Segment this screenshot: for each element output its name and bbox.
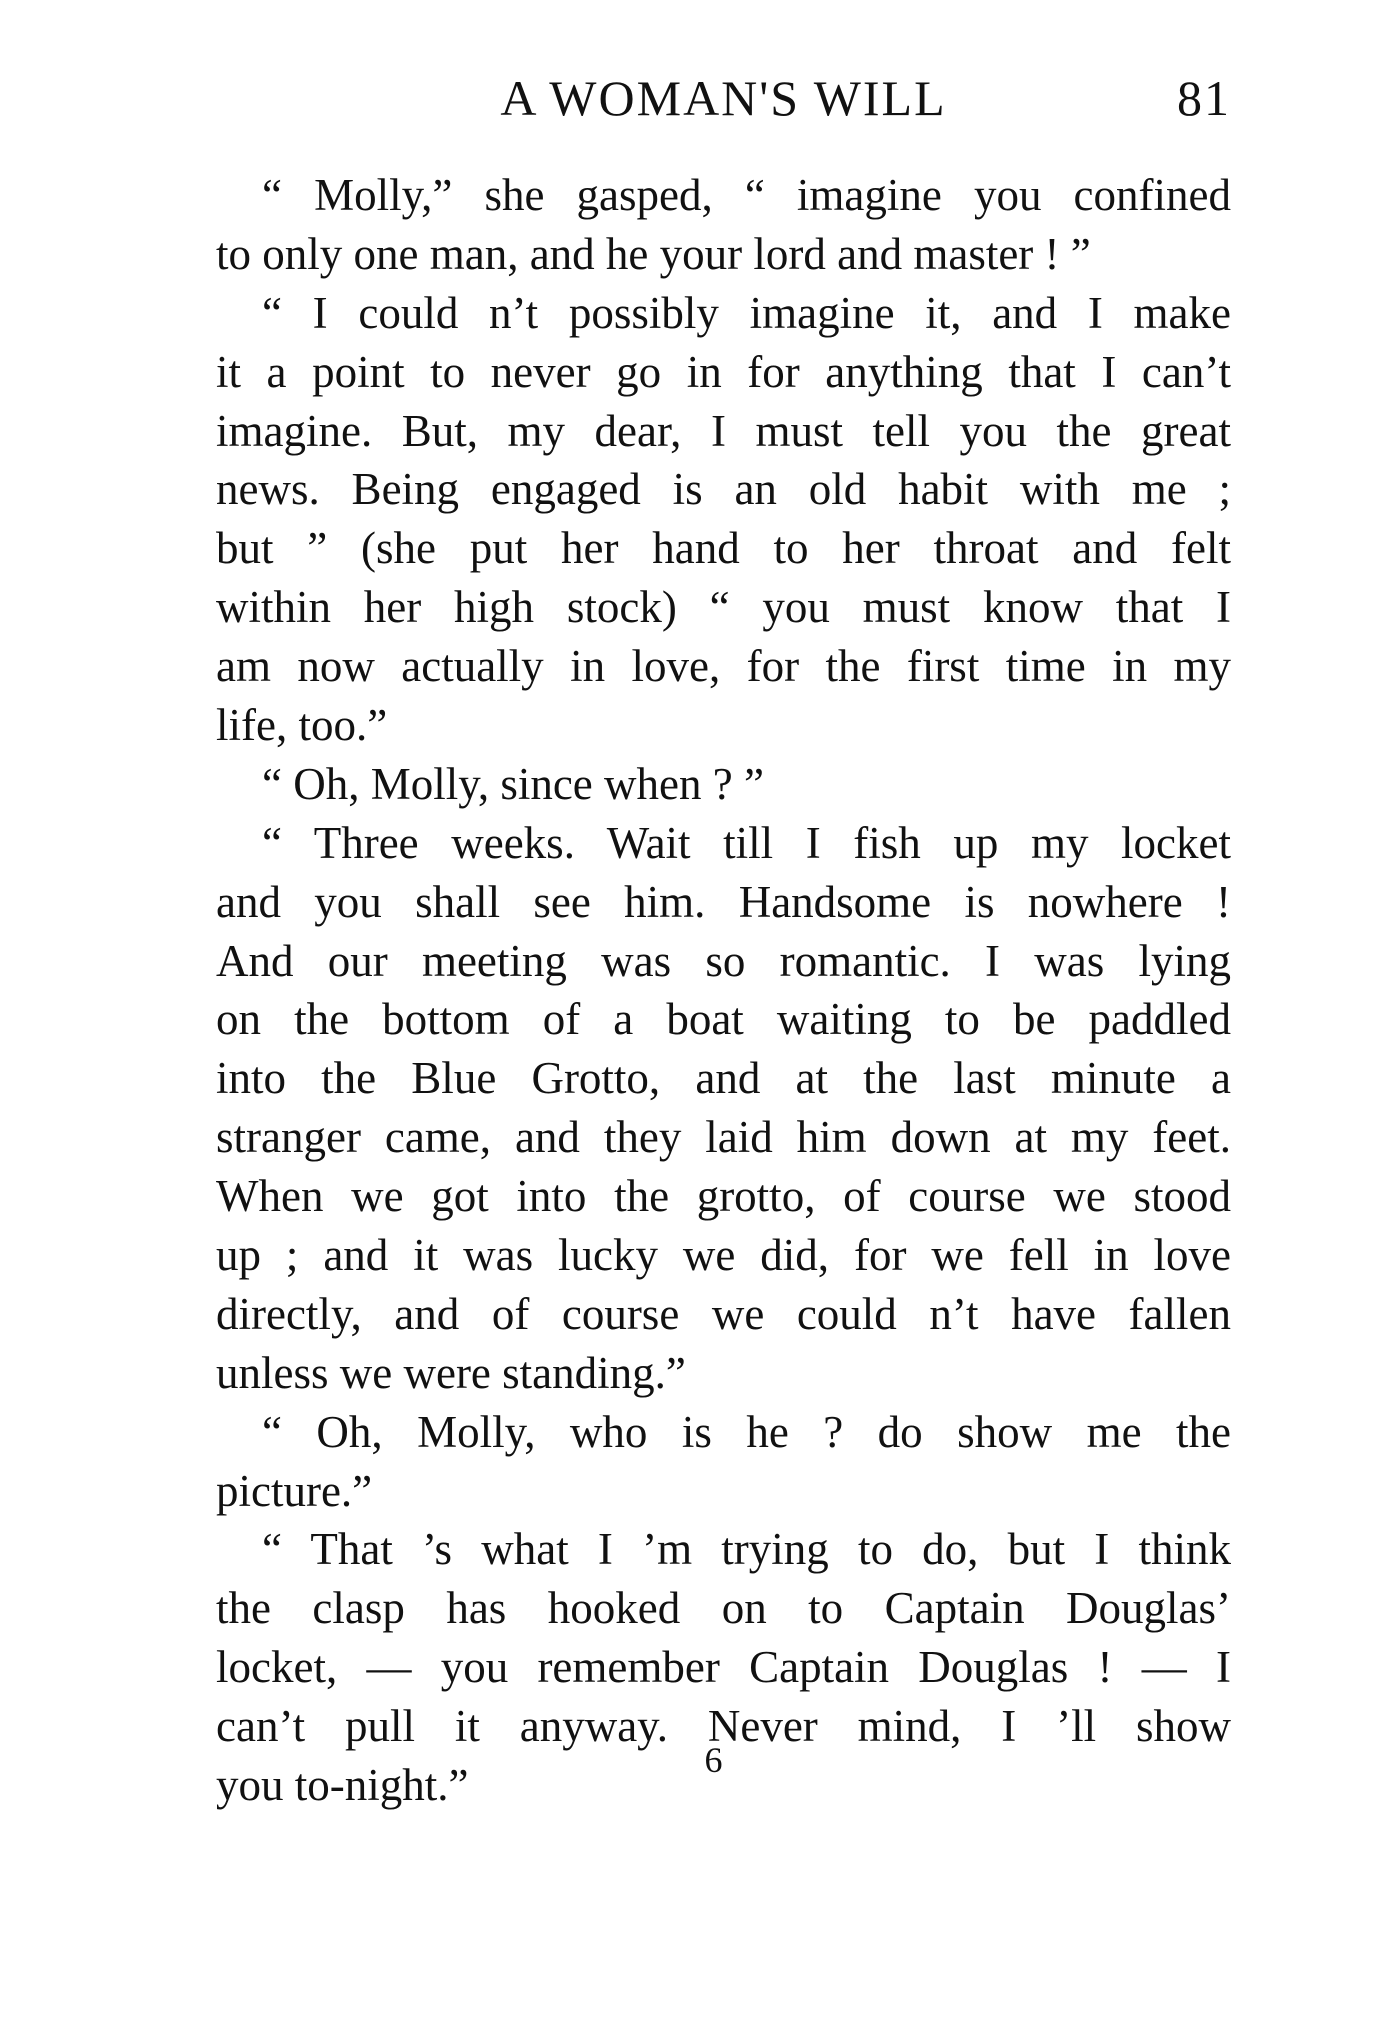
text-line: picture.” <box>216 1465 373 1516</box>
text-line: And our meeting was so romantic. I was lying <box>216 935 1231 986</box>
text-line: unless we were standing.” <box>216 1347 686 1398</box>
text-line: up ; and it was lucky we did, for we fell in love <box>216 1230 1231 1281</box>
page-number: 81 <box>1177 70 1231 126</box>
text-line: “ Oh, Molly, since when ? ” <box>262 758 764 809</box>
text-line: “ Oh, Molly, who is he ? do show me the <box>262 1406 1231 1457</box>
text-line: “ I could n’t possibly imagine it, and I make <box>262 287 1231 338</box>
running-head: A WOMAN'S WILL <box>500 70 947 126</box>
text-line: the clasp has hooked on to Captain Douglas’ <box>216 1583 1231 1634</box>
text-line: and you shall see him. Handsome is nowhere ! <box>216 876 1231 927</box>
text-line: into the Blue Grotto, and at the last minute a <box>216 1053 1231 1104</box>
signature-mark: 6 <box>704 1740 723 1780</box>
text-line: imagine. But, my dear, I must tell you the great <box>216 405 1231 456</box>
text-line: it a point to never go in for anything that I can’t <box>216 346 1231 397</box>
text-line: news. Being engaged is an old habit with me ; <box>216 464 1231 515</box>
text-line: stranger came, and they laid him down at my feet. <box>216 1112 1231 1163</box>
text-line: “ Three weeks. Wait till I fish up my locket <box>262 817 1231 868</box>
text-line: locket, — you remember Captain Douglas ! — I <box>216 1642 1231 1693</box>
page-header <box>216 68 1231 128</box>
text-line: within her high stock) “ you must know that I <box>216 582 1231 633</box>
text-line: “ That ’s what I ’m trying to do, but I think <box>262 1524 1231 1575</box>
text-line: life, too.” <box>216 700 388 751</box>
text-line: on the bottom of a boat waiting to be paddled <box>216 994 1231 1045</box>
text-line: can’t pull it anyway. Never mind, I ’ll show <box>216 1701 1231 1752</box>
text-line: directly, and of course we could n’t have fallen <box>216 1288 1231 1339</box>
text-line: am now actually in love, for the first time in my <box>216 641 1231 692</box>
text-line: you to-night.” <box>216 1760 469 1811</box>
body-text <box>216 166 1231 1815</box>
text-line: but ” (she put her hand to her throat and felt <box>216 523 1231 574</box>
text-line: to only one man, and he your lord and master ! ” <box>216 228 1091 279</box>
text-line: When we got into the grotto, of course we stood <box>216 1171 1231 1222</box>
text-line: “ Molly,” she gasped, “ imagine you confined <box>262 170 1231 220</box>
